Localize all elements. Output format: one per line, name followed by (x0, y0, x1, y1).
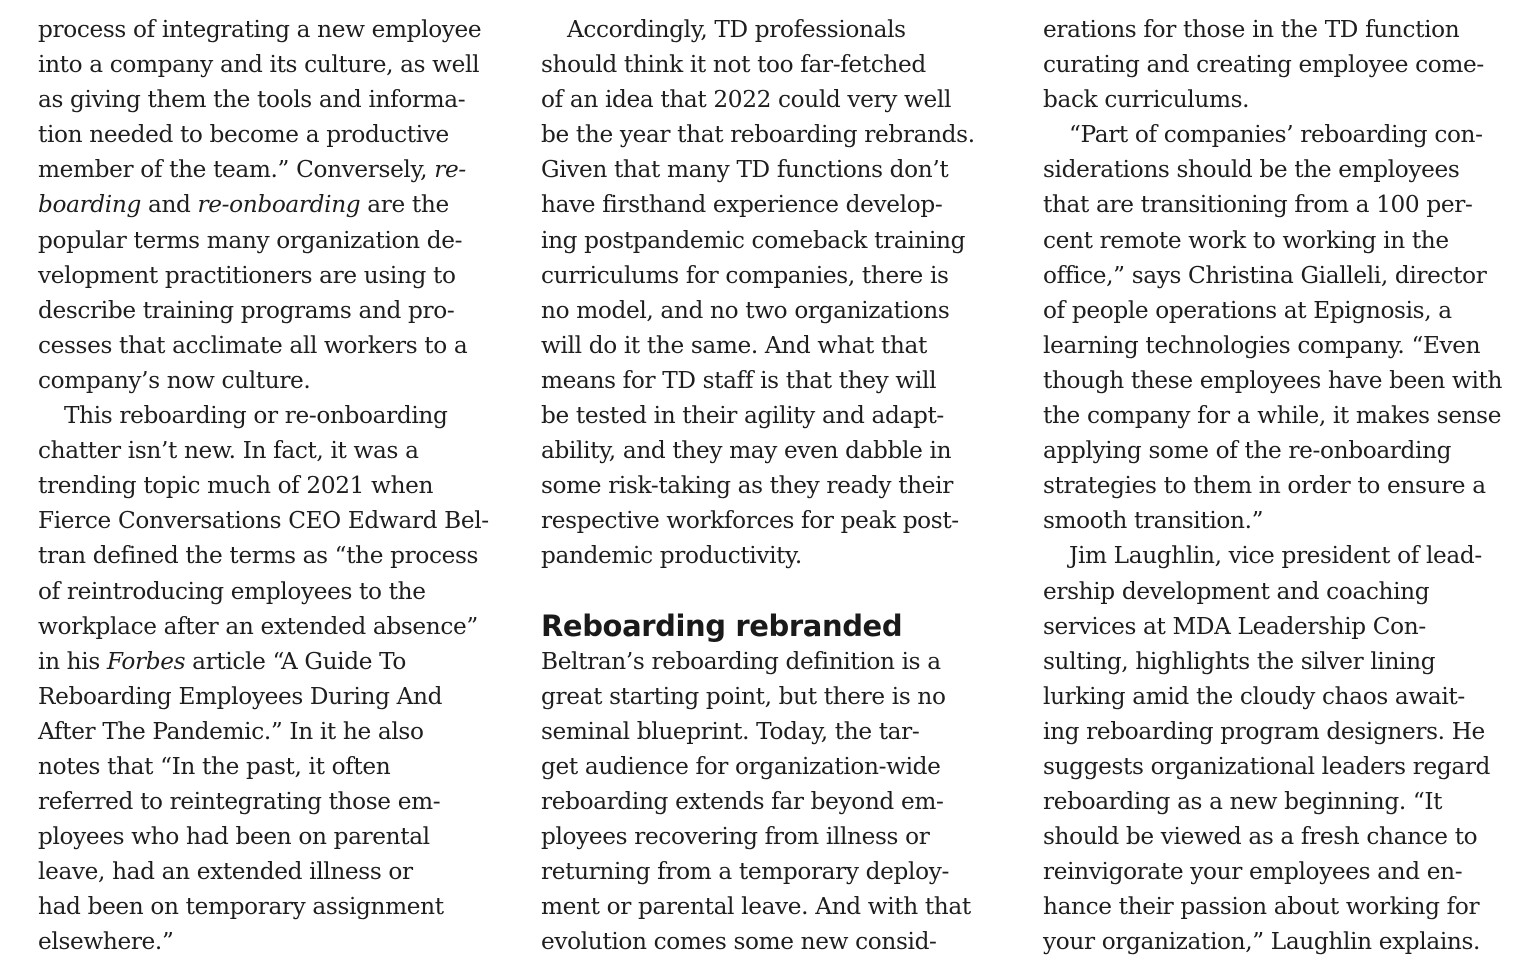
text-line: company’s now culture. (38, 366, 311, 394)
text-line: of an idea that 2022 could very well (541, 86, 952, 114)
text-line (38, 152, 508, 187)
text-line: of reintroducing employees to the (38, 577, 426, 605)
text-line: back curriculums. (1043, 86, 1250, 114)
italic-publication: Forbes (106, 647, 186, 675)
article-column-2 (541, 12, 1011, 960)
text-line: lurking amid the cloudy chaos await- (1043, 682, 1465, 710)
text-line: into a company and its culture, as well (38, 51, 480, 79)
text-line: workplace after an extended absence” (38, 612, 478, 640)
text-line: reboarding as a new beginning. “It (1043, 788, 1443, 816)
text-line: Beltran’s reboarding definition is a (541, 647, 941, 675)
text-line: evolution comes some new consid- (541, 928, 937, 956)
text-line: Accordingly, TD professionals (567, 16, 906, 43)
text-line: ployees who had been on parental (38, 823, 430, 851)
section-spacer (541, 574, 1011, 609)
text-line: pandemic productivity. (541, 542, 802, 570)
text-line: notes that “In the past, it often (38, 752, 391, 780)
text-line: erations for those in the TD function (1043, 16, 1460, 43)
text-line: ership development and coaching (1043, 577, 1430, 605)
text-line: get audience for organization-wide (541, 752, 941, 780)
text-line: tion needed to become a productive (38, 121, 449, 149)
text-line: “Part of companies’ reboarding con- (1069, 121, 1483, 149)
text-line: returning from a temporary deploy- (541, 858, 949, 886)
text-line: ment or parental leave. And with that (541, 893, 971, 921)
article-column-3 (1043, 12, 1513, 960)
text-line: Given that many TD functions don’t (541, 156, 949, 184)
text-line: hance their passion about working for (1043, 893, 1480, 921)
text-line: reinvigorate your employees and en- (1043, 858, 1463, 886)
text-line: suggests organizational leaders regard (1043, 752, 1491, 780)
text-line: should be viewed as a fresh chance to (1043, 823, 1478, 851)
italic-term: re- (434, 156, 466, 184)
text-line: process of integrating a new employee (38, 16, 482, 43)
text-run: in his (38, 647, 107, 675)
text-line: some risk-taking as they ready their (541, 472, 953, 500)
text-line: chatter isn’t new. In fact, it was a (38, 437, 419, 465)
text-line: strategies to them in order to ensure a (1043, 472, 1486, 500)
text-line: applying some of the re-onboarding (1043, 437, 1452, 465)
text-line: though these employees have been with (1043, 366, 1503, 394)
text-line: that are transitioning from a 100 per- (1043, 191, 1473, 219)
text-line: means for TD staff is that they will (541, 366, 937, 394)
text-line: as giving them the tools and informa- (38, 86, 466, 114)
text-line: curating and creating employee come- (1043, 51, 1484, 79)
text-line: had been on temporary assignment (38, 893, 444, 921)
text-line: velopment practitioners are using to (38, 261, 456, 289)
text-line: seminal blueprint. Today, the tar- (541, 717, 920, 745)
text-line: ing reboarding program designers. He (1043, 717, 1485, 745)
text-line: services at MDA Leadership Con- (1043, 612, 1426, 640)
text-line: reboarding extends far beyond em- (541, 788, 944, 816)
text-line: This reboarding or re-onboarding (64, 402, 448, 430)
text-line: be the year that reboarding rebrands. (541, 121, 975, 149)
text-line: will do it the same. And what that (541, 331, 927, 359)
text-line: your organization,” Laughlin explains. (1043, 928, 1481, 956)
text-line: popular terms many organization de- (38, 226, 463, 254)
text-line: sulting, highlights the silver lining (1043, 647, 1436, 675)
text-line: of people operations at Epignosis, a (1043, 296, 1452, 324)
text-line: cent remote work to working in the (1043, 226, 1449, 254)
text-line: elsewhere.” (38, 928, 174, 956)
italic-term: re-onboarding (197, 191, 361, 219)
text-line: trending topic much of 2021 when (38, 472, 434, 500)
text-line (38, 187, 508, 222)
text-run: and (140, 191, 198, 219)
text-line: Fierce Conversations CEO Edward Bel- (38, 507, 489, 535)
text-run: article “A Guide To (185, 647, 407, 675)
text-line: should think it not too far-fetched (541, 51, 926, 79)
text-line: describe training programs and pro- (38, 296, 455, 324)
text-line: smooth transition.” (1043, 507, 1264, 535)
text-line: the company for a while, it makes sense (1043, 402, 1502, 430)
text-line: be tested in their agility and adapt- (541, 402, 944, 430)
text-line: Reboarding Employees During And (38, 682, 443, 710)
text-line: ployees recovering from illness or (541, 823, 930, 851)
text-line: ability, and they may even dabble in (541, 437, 952, 465)
text-line: office,” says Christina Gialleli, director (1043, 261, 1487, 289)
text-line: learning technologies company. “Even (1043, 331, 1481, 359)
text-line: After The Pandemic.” In it he also (38, 717, 424, 745)
article-column-1 (38, 12, 508, 960)
text-line: no model, and no two organizations (541, 296, 950, 324)
text-line: have firsthand experience develop- (541, 191, 943, 219)
text-line: curriculums for companies, there is (541, 261, 949, 289)
text-line: leave, had an extended illness or (38, 858, 413, 886)
text-run: member of the team.” Conversely, (38, 156, 435, 184)
text-line: cesses that acclimate all workers to a (38, 331, 468, 359)
text-line: siderations should be the employees (1043, 156, 1460, 184)
text-line: referred to reintegrating those em- (38, 788, 441, 816)
text-line: Jim Laughlin, vice president of lead- (1069, 542, 1482, 570)
text-run: are the (360, 191, 449, 219)
text-line: great starting point, but there is no (541, 682, 946, 710)
text-line: respective workforces for peak post- (541, 507, 959, 535)
text-line (38, 644, 508, 679)
text-line: ing postpandemic comeback training (541, 226, 966, 254)
text-line: tran defined the terms as “the process (38, 542, 479, 570)
italic-term: boarding (38, 191, 141, 219)
section-heading: Reboarding rebranded (541, 608, 903, 643)
